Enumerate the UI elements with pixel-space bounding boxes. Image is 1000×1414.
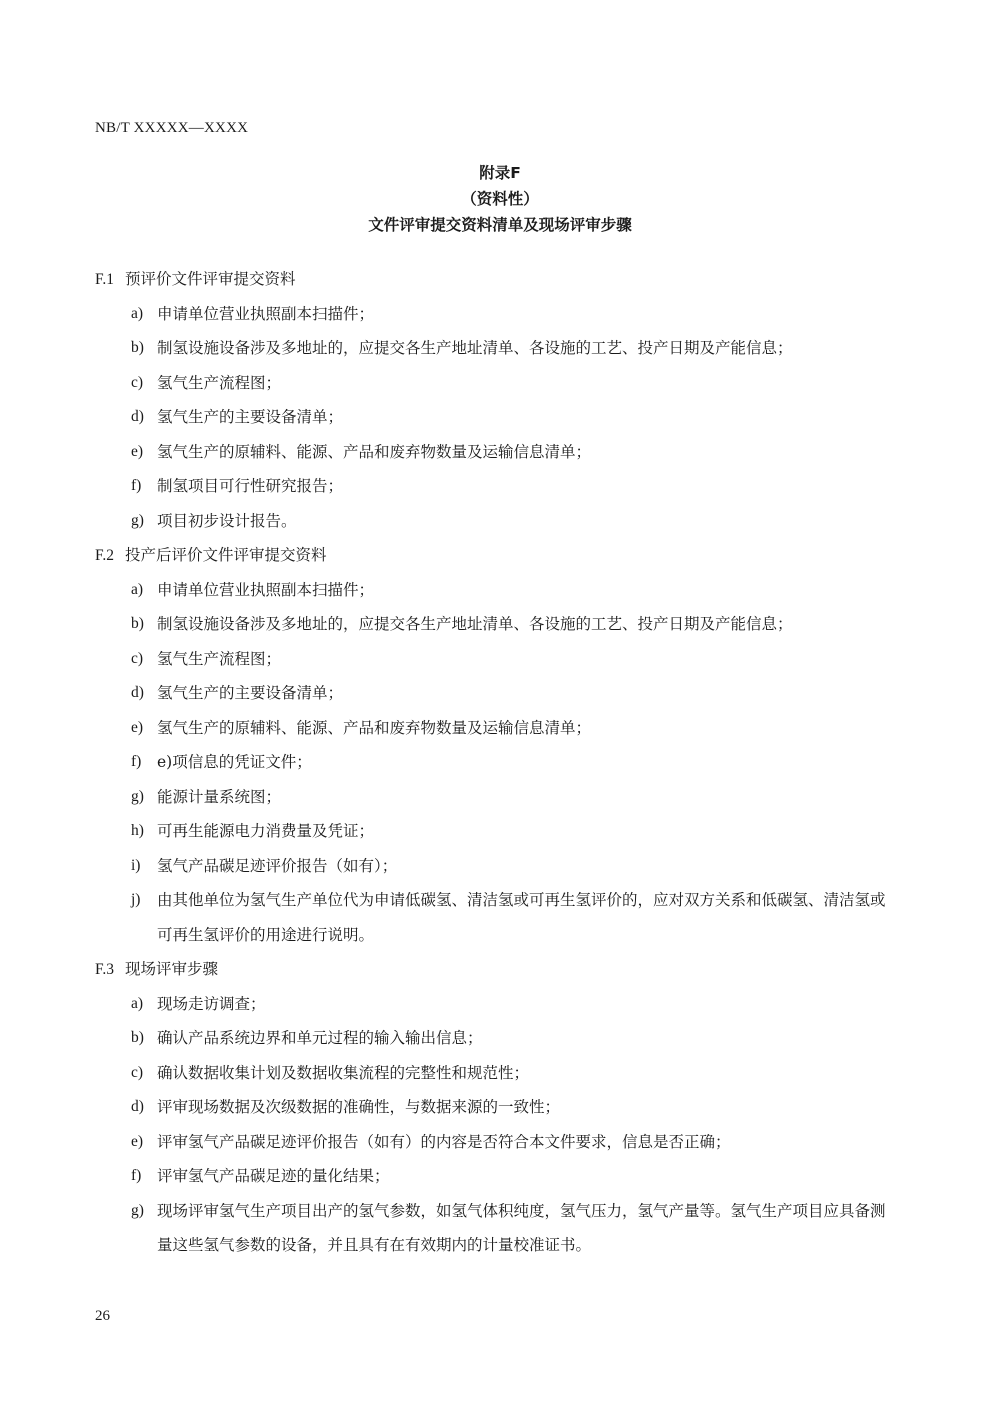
list-item xyxy=(95,1056,895,1091)
list-item-label: b) xyxy=(131,615,144,632)
list-item xyxy=(95,607,895,642)
list-item-label: f) xyxy=(131,753,142,770)
list-item xyxy=(95,400,895,435)
list-item-label: g) xyxy=(131,1201,144,1219)
list-item-label: d) xyxy=(131,1098,144,1115)
section-heading xyxy=(95,262,895,297)
list-item-text: 氢气生产的原辅料、能源、产品和废弃物数量及运输信息清单； xyxy=(157,718,592,737)
list-item xyxy=(95,780,895,815)
list-item-text: 氢气生产流程图； xyxy=(157,373,282,392)
list-item-text: 项目初步设计报告。 xyxy=(157,511,297,530)
section-heading xyxy=(95,538,895,573)
list-item xyxy=(95,987,895,1022)
list-item-label: f) xyxy=(131,477,142,494)
list-item-text: 确认产品系统边界和单元过程的输入输出信息； xyxy=(157,1029,483,1047)
list-item-text: 氢气生产的主要设备清单； xyxy=(157,684,344,702)
list-item-text: 能源计量系统图； xyxy=(157,787,282,806)
list-item-text: 氢气生产流程图； xyxy=(157,649,282,668)
list-item xyxy=(95,883,895,952)
list-item xyxy=(95,814,895,849)
list-item xyxy=(95,366,895,401)
annex-subtitle: 文件评审提交资料清单及现场评审步骤 xyxy=(368,216,632,234)
list-item-label: e) xyxy=(131,1132,144,1150)
list-item-text: 制氢项目可行性研究报告； xyxy=(157,477,344,495)
list-item xyxy=(95,1090,895,1125)
list-item xyxy=(95,469,895,504)
list-item-text: 现场走访调查； xyxy=(157,994,266,1013)
list-item-label: c) xyxy=(131,649,144,667)
list-item-text: 制氢设施设备涉及多地址的，应提交各生产地址清单、各设施的工艺、投产日期及产能信息； xyxy=(157,615,793,633)
list-item-label: g) xyxy=(131,511,144,529)
list-item-text: 由其他单位为氢气生产单位代为申请低碳氢、清洁氢或可再生氢评价的，应对双方关系和低碳氢、清洁氢或可再生氢评价的用途进行说明。 xyxy=(157,891,886,944)
list-item-text: 氢气生产的主要设备清单； xyxy=(157,408,344,426)
section-title: 现场评审步骤 xyxy=(125,960,219,978)
section-heading xyxy=(95,952,895,987)
section-number: F.3 xyxy=(95,961,115,978)
annex-body xyxy=(95,262,895,1263)
annex-nature: （资料性） xyxy=(461,190,539,208)
list-item-text: e)项信息的凭证文件； xyxy=(157,753,312,771)
list-item-text: 评审氢气产品碳足迹的量化结果； xyxy=(157,1167,390,1185)
list-item xyxy=(95,1159,895,1194)
list-item-text: 申请单位营业执照副本扫描件； xyxy=(157,304,375,323)
list-item xyxy=(95,1125,895,1160)
list-item xyxy=(95,504,895,539)
list-item-label: a) xyxy=(131,580,144,598)
list-item xyxy=(95,331,895,366)
document-code: NB/T XXXXX—XXXX xyxy=(95,120,249,136)
list-item-text: 确认数据收集计划及数据收集流程的完整性和规范性； xyxy=(157,1063,530,1082)
section-title: 投产后评价文件评审提交资料 xyxy=(125,546,327,564)
list-item-text: 氢气产品碳足迹评价报告（如有）； xyxy=(157,856,398,875)
list-item-text: 氢气生产的原辅料、能源、产品和废弃物数量及运输信息清单； xyxy=(157,442,592,461)
list-item xyxy=(95,297,895,332)
list-item-text: 申请单位营业执照副本扫描件； xyxy=(157,580,375,599)
list-item-label: e) xyxy=(131,442,144,460)
section-title: 预评价文件评审提交资料 xyxy=(125,270,296,288)
list-item-label: a) xyxy=(131,304,144,322)
list-item-label: b) xyxy=(131,1029,144,1046)
list-item xyxy=(95,642,895,677)
list-item-label: d) xyxy=(131,408,144,425)
annex-title: 附录F xyxy=(479,164,521,182)
list-item xyxy=(95,849,895,884)
list-item-label: g) xyxy=(131,787,144,805)
list-item-text: 评审氢气产品碳足迹评价报告（如有）的内容是否符合本文件要求，信息是否正确； xyxy=(157,1132,731,1151)
list-item-label: i) xyxy=(131,856,141,874)
list-item-label: f) xyxy=(131,1167,142,1184)
list-item-label: j) xyxy=(131,891,141,908)
list-item-label: c) xyxy=(131,1063,144,1081)
section-number: F.1 xyxy=(95,271,115,288)
list-item xyxy=(95,745,895,780)
list-item-label: b) xyxy=(131,339,144,356)
list-item-label: a) xyxy=(131,994,144,1012)
list-item-text: 评审现场数据及次级数据的准确性，与数据来源的一致性； xyxy=(157,1098,561,1116)
page-number: 26 xyxy=(95,1308,110,1324)
annex-heading xyxy=(0,160,1000,238)
list-item xyxy=(95,676,895,711)
list-item-label: h) xyxy=(131,822,144,839)
section-number: F.2 xyxy=(95,547,115,564)
list-item xyxy=(95,435,895,470)
list-item-text: 制氢设施设备涉及多地址的，应提交各生产地址清单、各设施的工艺、投产日期及产能信息； xyxy=(157,339,793,357)
list-item xyxy=(95,1021,895,1056)
list-item xyxy=(95,573,895,608)
list-item xyxy=(95,1194,895,1263)
list-item-text: 可再生能源电力消费量及凭证； xyxy=(157,822,375,840)
list-item-label: e) xyxy=(131,718,144,736)
list-item-label: d) xyxy=(131,684,144,701)
list-item-label: c) xyxy=(131,373,144,391)
list-item-text: 现场评审氢气生产项目出产的氢气参数，如氢气体积纯度，氢气压力，氢气产量等。氢气生产项目应具备测量这些氢气参数的设备，并且具有在有效期内的计量校准证书。 xyxy=(157,1201,886,1254)
list-item xyxy=(95,711,895,746)
